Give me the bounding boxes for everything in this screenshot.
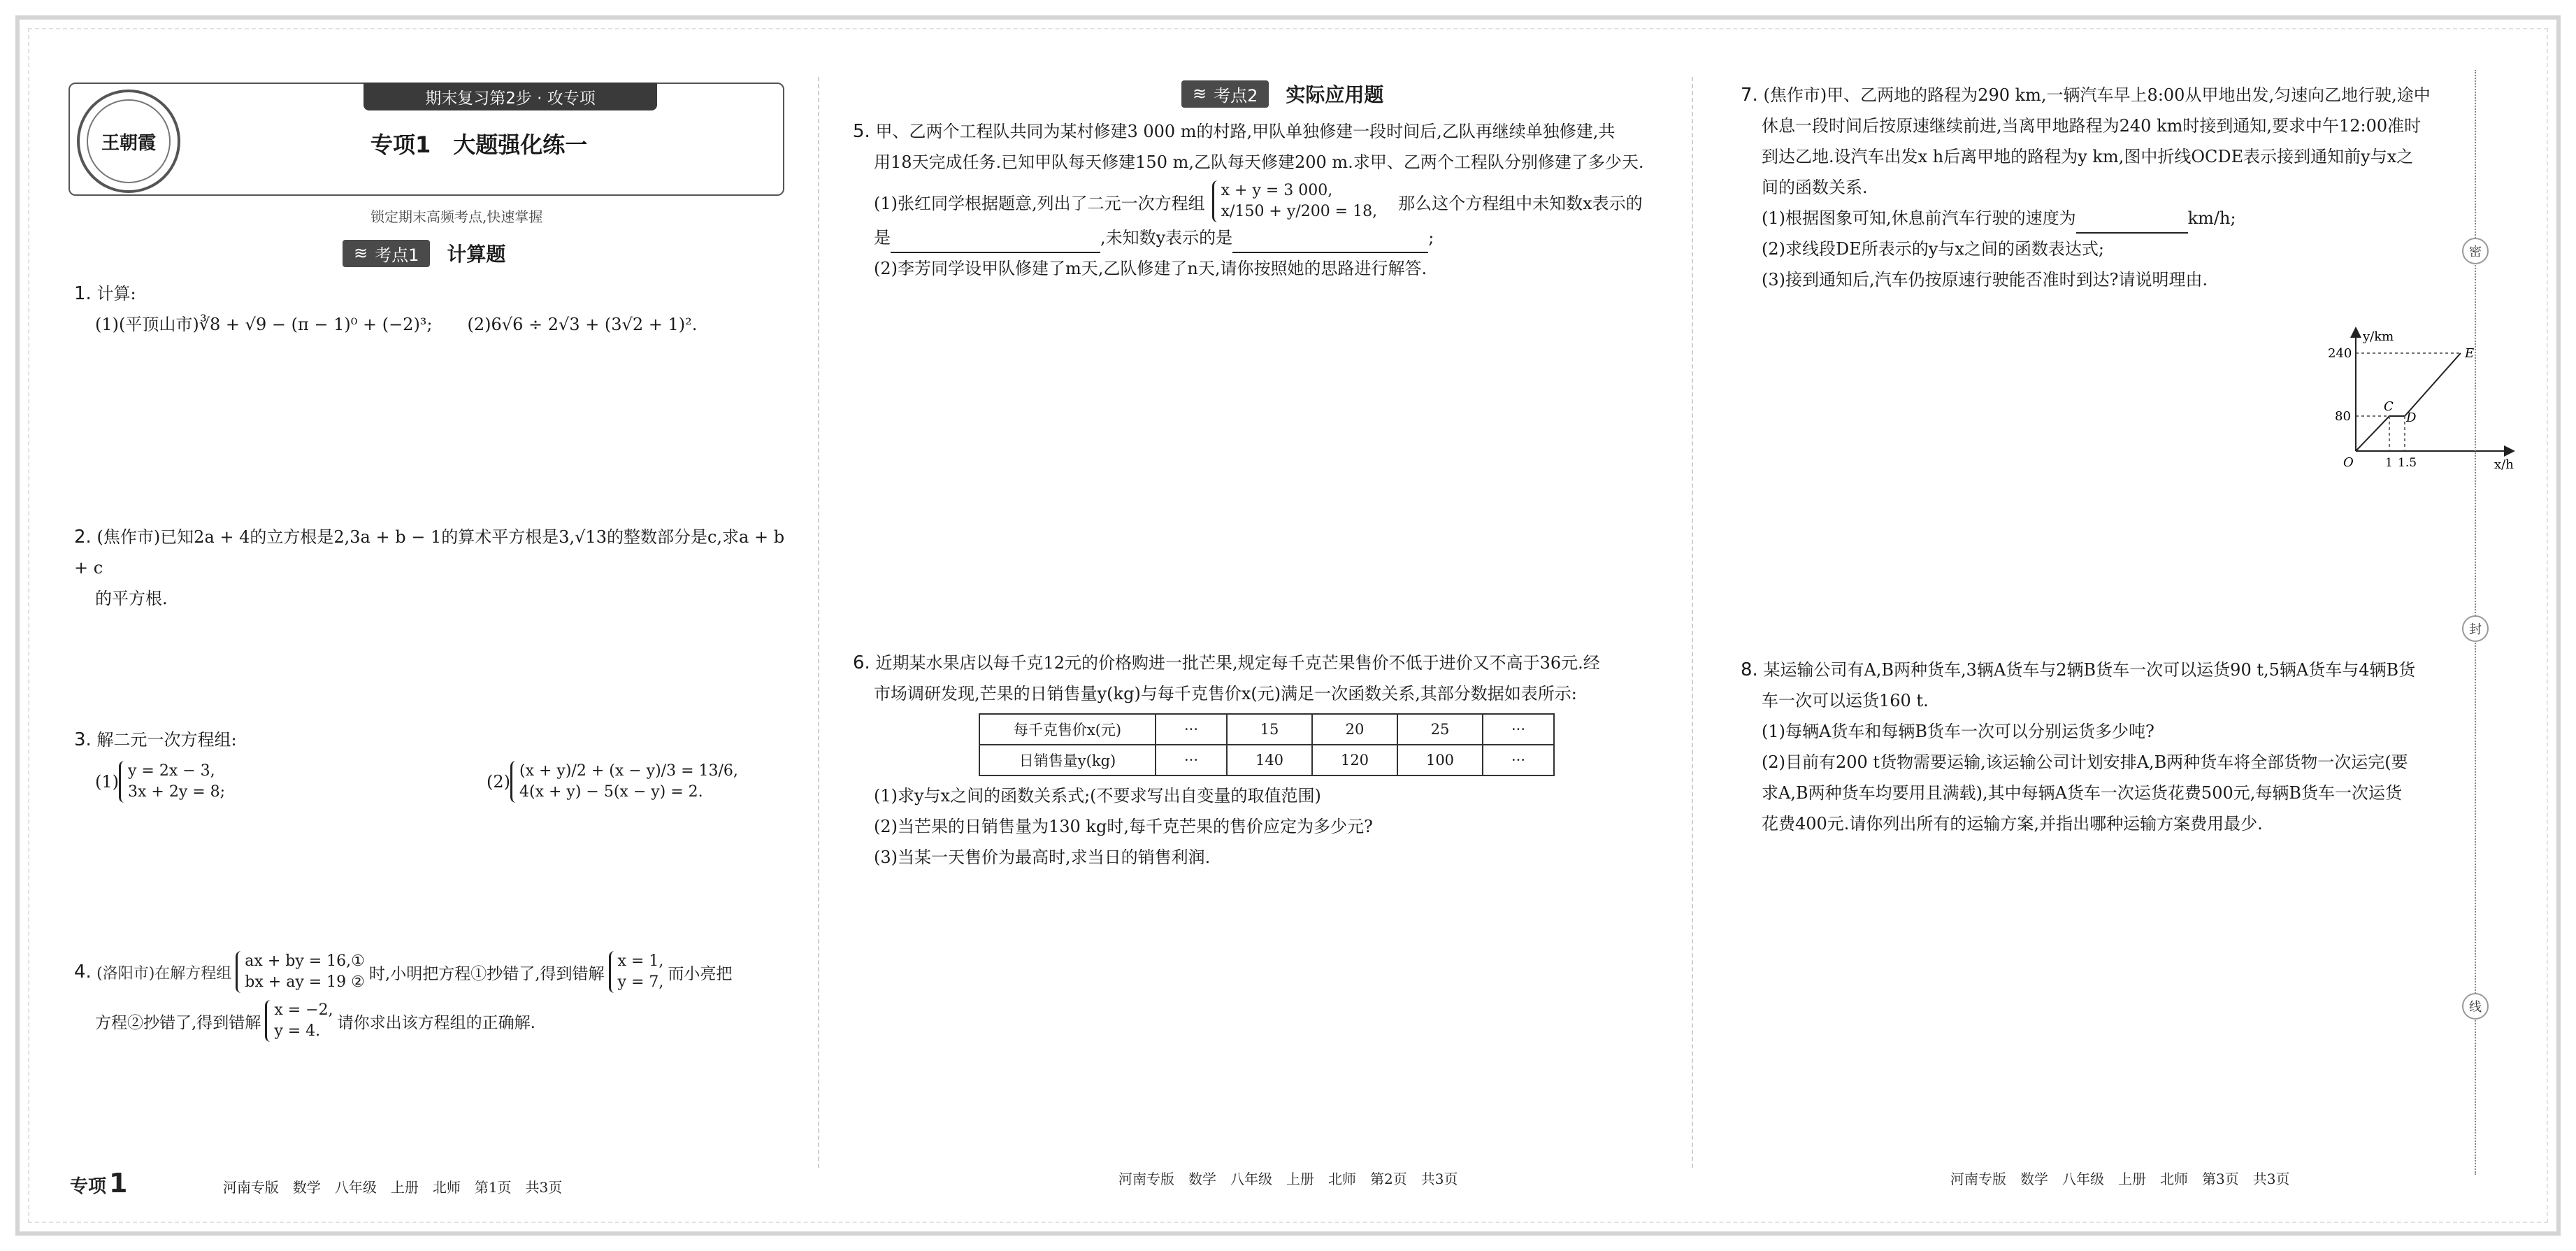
footer-page-2: 河南专版 数学 八年级 上册 北师 第2页 共3页 (1118, 1171, 1458, 1187)
system-brace: x = −2, y = 4. (265, 1000, 333, 1042)
tick-label: 1.5 (2398, 456, 2417, 470)
step-badge: 期末复习第2步 · 攻专项 (364, 83, 657, 110)
y-axis-label: y/km (2363, 329, 2394, 344)
header-subtitle: 锁定期末高频考点,快速掌握 (370, 208, 543, 225)
distance-time-graph (2328, 325, 2524, 479)
section-1-title: 计算题 (447, 243, 506, 266)
system-brace: y = 2x − 3, 3x + 2y = 8; (119, 761, 225, 803)
footer-project-label: 专项 (70, 1176, 107, 1197)
question-2: 2. (焦作市)已知2a + 4的立方根是2,3a + b − 1的算术平方根是3,√13的整数部分是c,求a + b + c 的平方根. (74, 527, 785, 608)
answer-blank[interactable] (891, 234, 1100, 253)
logo (77, 90, 180, 193)
column-divider (818, 77, 819, 1168)
table-row: 每千克售价x(元) ··· 15 20 25 ··· (979, 714, 1554, 745)
binding-mark-mi: 密 (2462, 238, 2489, 264)
system-brace: x + y = 3 000, x/150 + y/200 = 18, (1212, 180, 1377, 222)
question-4: 4. (洛阳市)在解方程组 ax + by = 16,① bx + ay = 19 ② 时,小明把方程①抄错了,得到错解 x = 1, y = 7, 而小亮把 方程②抄错了,得到错解 x = −2, y = 4. 请你求出该方程组的正确解. (74, 951, 801, 1042)
footer-page-1: 专项 1 河南专版 数学 八年级 上册 北师 第1页 共3页 (70, 1168, 563, 1199)
answer-blank[interactable] (1232, 234, 1428, 253)
table-row: 日销售量y(kg) ··· 140 120 100 ··· (979, 745, 1554, 775)
binding-mark-feng: 封 (2462, 615, 2489, 642)
header-box (69, 83, 784, 196)
answer-blank[interactable] (2076, 214, 2188, 234)
system-brace: x = 1, y = 7, (609, 951, 664, 993)
system-brace: ax + by = 16,① bx + ay = 19 ② (236, 951, 365, 993)
origin-label: O (2343, 455, 2354, 470)
logo-text: 王朝霞 (101, 132, 156, 154)
wave-icon: ≋ (1193, 84, 1207, 103)
content-area (49, 49, 2527, 1203)
column-3 (1720, 49, 2527, 1203)
data-table (979, 713, 1555, 776)
section-2-badge: ≋ 考点2 (1181, 80, 1269, 108)
tick-label: 80 (2335, 409, 2351, 424)
section-1-badge: ≋ 考点1 (343, 240, 430, 267)
section-2-heading (1181, 80, 1383, 108)
section-2-title: 实际应用题 (1286, 83, 1384, 106)
column-divider (1692, 77, 1693, 1168)
project-title: 专项1 大题强化练一 (370, 131, 588, 158)
question-5: 5. 甲、乙两个工程队共同为某村修建3 000 m的村路,甲队单独修建一段时间后,乙队再继续单独修建,共 用18天完成任务.已知甲队每天修建150 m,乙队每天修建200 m.求甲、乙两个工程队分别修建了多少天. (1)张红同学根据题意,列出了二元一次方程组 x + y = 3 000, x/150 + y/200 = 18, 那么这个方程组中未知数x表示的 是 ,未知数y表示的是 ; (2)李芳同学设甲队修建了m天,乙队修建了n天,请你按照她的思路进行解答. (853, 121, 1644, 278)
question-3: 3. 解二元一次方程组: (1) y = 2x − 3, 3x + 2y = 8; (2) (x + y)/2 + (x − y)/3 = 13/6, 4(x + y) − 5(x − y) = 2. (74, 724, 787, 803)
point-label: D (2406, 410, 2417, 425)
point-label: E (2465, 346, 2475, 361)
column-2 (853, 49, 1678, 1203)
tick-label: 1 (2385, 456, 2393, 470)
binding-mark-xian: 线 (2462, 993, 2489, 1020)
question-6: 6. 近期某水果店以每千克12元的价格购进一批芒果,规定每千克芒果售价不低于进价又不高于36元.经 市场调研发现,芒果的日销售量y(kg)与每千克售价x(元)满足一次函数关系,其部分数据如表所示: 每千克售价x(元) ··· 15 20 25 ··· 日销售量y(kg) ··· 140 120 100 ··· (1)求y与x之间的函数关系式;(不要求写出自变量的取值范围) (2)当芒果的日销售量为130 kg时,每千克芒果的售价应定为多少元? (3)当某一天售价为最高时,求当日的销售利润. (853, 652, 1600, 867)
polyline-ocde (2356, 353, 2461, 451)
system-brace: (x + y)/2 + (x − y)/3 = 13/6, 4(x + y) − 5(x − y) = 2. (510, 761, 738, 803)
question-8: 8. 某运输公司有A,B两种货车,3辆A货车与2辆B货车一次可以运货90 t,5辆A货车与4辆B货 车一次可以运货160 t. (1)每辆A货车和每辆B货车一次可以分别运货多少吨? (2)目前有200 t货物需要运输,该运输公司计划安排A,B两种货车将全部货物一次运完(要 求A,B两种货车均要用且满载),其中每辆A货车一次运货花费500元,每辆B货车一次运货 花费400元.请你列出所有的运输方案,并指出哪种运输方案费用最少. (1741, 659, 2416, 834)
wave-icon: ≋ (354, 243, 368, 263)
column-1 (49, 49, 804, 1203)
x-axis-label: x/h (2494, 457, 2514, 472)
point-label: C (2384, 399, 2394, 414)
tick-label: 240 (2328, 346, 2352, 361)
section-1-heading (343, 239, 505, 267)
footer-page-3: 河南专版 数学 八年级 上册 北师 第3页 共3页 (1950, 1171, 2290, 1187)
question-7: 7. (焦作市)甲、乙两地的路程为290 km,一辆汽车早上8:00从甲地出发,匀速向乙地行驶,途中 休息一段时间后按原速继续前进,当离甲地路程为240 km时接到通知,要求中午12:00准时 到达乙地.设汽车出发x h后离甲地的路程为y km,图中折线OCDE表示接到通知前y与x之 间的函数关系. (1)根据图象可知,休息前汽车行驶的速度为 km/h; (2)求线段DE所表示的y与x之间的函数表达式; (3)接到通知后,汽车仍按原速行驶能否准时到达?请说明理由. (1741, 85, 2431, 289)
question-1: 1. 计算: (1)(平顶山市)∛8 + √9 − (π − 1)⁰ + (−2)³; (2)6√6 ÷ 2√3 + (3√2 + 1)². (74, 283, 698, 334)
